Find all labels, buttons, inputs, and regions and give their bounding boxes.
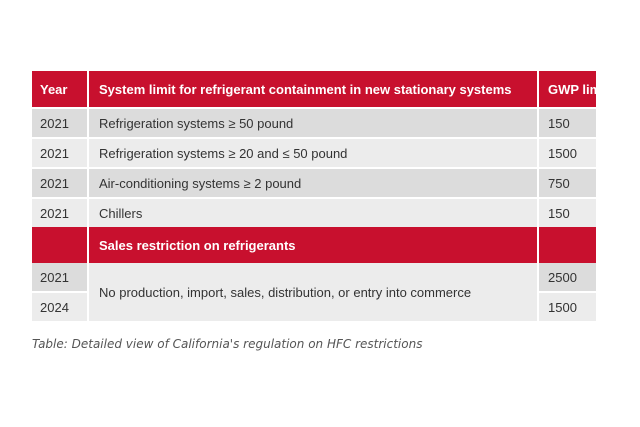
cell-year: 2021: [32, 137, 87, 167]
cell-gwp: 2500: [539, 263, 596, 291]
cell-year: 2021: [32, 197, 87, 227]
table-header-row: [32, 71, 596, 107]
cell-year: 2021: [32, 167, 87, 197]
table-row: [32, 197, 596, 227]
cell-gwp: 1500: [539, 291, 596, 321]
cell-gwp: 150: [539, 107, 596, 137]
cell-year: 2021: [32, 107, 87, 137]
section-header-year-cell: [32, 227, 87, 263]
section-header-row: [32, 227, 596, 263]
header-gwp-limit: GWP limit: [539, 71, 596, 107]
section-header-gwp-cell: [539, 227, 596, 263]
cell-year: 2024: [32, 291, 87, 321]
table-row: [32, 107, 596, 137]
cell-description: Air-conditioning systems ≥ 2 pound: [87, 167, 539, 197]
table-row: [32, 263, 596, 291]
cell-description: Refrigeration systems ≥ 50 pound: [87, 107, 539, 137]
cell-description: Refrigeration systems ≥ 20 and ≤ 50 pound: [87, 137, 539, 167]
cell-description: Chillers: [87, 197, 539, 227]
cell-gwp: 1500: [539, 137, 596, 167]
table-row: [32, 167, 596, 197]
cell-gwp: 150: [539, 197, 596, 227]
cell-year: 2021: [32, 263, 87, 291]
cell-sales-description: No production, import, sales, distribution, or entry into commerce: [87, 263, 539, 321]
header-year: Year: [32, 71, 87, 107]
cell-gwp: 750: [539, 167, 596, 197]
hfc-regulation-table: [32, 71, 610, 321]
section-header-sales-restriction: Sales restriction on refrigerants: [87, 227, 539, 263]
header-system-limit: System limit for refrigerant containment in new stationary systems: [87, 71, 539, 107]
table-row: [32, 137, 596, 167]
table-caption: Table: Detailed view of California's regulation on HFC restrictions: [32, 337, 423, 351]
